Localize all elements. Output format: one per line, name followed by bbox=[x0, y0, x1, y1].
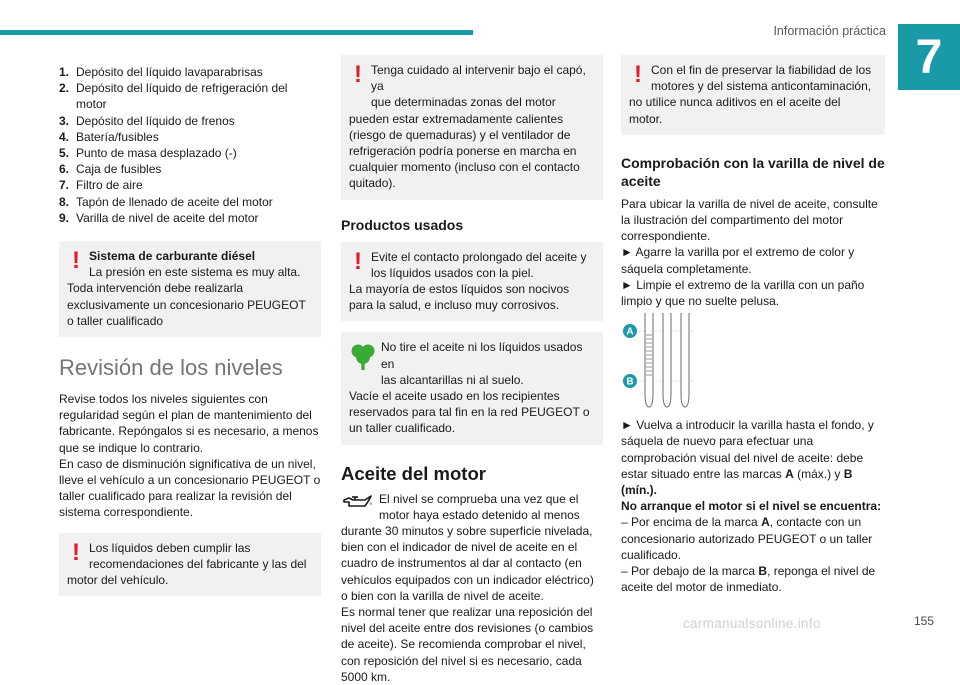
fluids-warning-box: ! Los líquidos deben cumplir las recomendaciones del fabricante y las del motor del vehículo. bbox=[59, 533, 321, 597]
dipstick-step-3: ► Vuelva a introducir la varilla hasta el fondo, y sáquela de nuevo para efectuar una comprobación visual del nivel de aceite: debe estar situado entre las marcas A (máx.) y B (mín.). bbox=[621, 418, 874, 498]
chapter-badge: 7 bbox=[898, 24, 960, 90]
dipstick-illustration bbox=[621, 313, 701, 409]
list-item: 2. Depósito del líquido de refrigeración del motor bbox=[59, 81, 288, 112]
list-item: 9. Varilla de nivel de aceite del motor bbox=[59, 210, 259, 225]
oil-can-icon bbox=[341, 491, 373, 513]
no-start-warning: No arranque el motor si el nivel se encuentra: bbox=[621, 499, 882, 514]
page-number: 155 bbox=[913, 614, 934, 628]
list-item: 8. Tapón de llenado de aceite del motor bbox=[59, 194, 273, 209]
dipstick-heading: Comprobación con la varilla de nivel de aceite bbox=[621, 154, 885, 189]
mark-a-label: A bbox=[626, 326, 634, 338]
used-products-heading: Productos usados bbox=[341, 216, 464, 233]
watermark: carmanualsonline.info bbox=[683, 616, 821, 631]
tree-icon bbox=[350, 342, 376, 370]
environment-note-box: No tire el aceite ni los líquidos usados en las alcantarillas ni al suelo. Vacíe el aceite usado en los recipientes reservados para tal fin en la red PEUGEOT o un taller cualificado. bbox=[341, 332, 603, 444]
levels-heading: Revisión de los niveles bbox=[59, 355, 283, 381]
list-item: 3. Depósito del líquido de frenos bbox=[59, 113, 235, 128]
mark-b-label: B bbox=[626, 376, 634, 388]
diesel-warning-box: ! Sistema de carburante diésel La presión en este sistema es muy alta. Toda intervención debe realizarla exclusivamente un concesionario PEUGEOT o taller cualificado bbox=[59, 241, 321, 337]
dipstick-step-2: ► Limpie el extremo de la varilla con un paño limpio y que no suelte pelusa. bbox=[621, 277, 865, 309]
column-2 bbox=[341, 55, 603, 685]
list-item: 7. Filtro de aire bbox=[59, 178, 143, 193]
warning-icon: ! bbox=[72, 247, 80, 275]
levels-paragraph-1: Revise todos los niveles siguientes con regularidad según el plan de mantenimiento del fabricante. Repóngalos si es necesario, a menos que se indique lo contrario. bbox=[59, 392, 319, 455]
column-3 bbox=[621, 55, 885, 595]
list-item: 5. Punto de masa desplazado (-) bbox=[59, 146, 237, 161]
dipstick-paragraph: Para ubicar la varilla de nivel de aceite, consulte la ilustración del compartimento del motor correspondiente. bbox=[621, 196, 878, 244]
additives-warning-box: ! Con el fin de preservar la fiabilidad de los motores y del sistema anticontaminación, no utilice nunca aditivos en el aceite del motor. bbox=[621, 55, 885, 135]
section-title: Información práctica bbox=[773, 24, 886, 38]
dipstick-step-1: ► Agarre la varilla por el extremo de color y sáquela completamente. bbox=[621, 245, 855, 276]
below-mark-instruction: – Por debajo de la marca B, reponga el nivel de aceite del motor de inmediato. bbox=[621, 564, 876, 595]
warning-icon: ! bbox=[354, 61, 362, 88]
list-item: 4. Batería/fusibles bbox=[59, 129, 159, 144]
motor-oil-heading: Aceite del motor bbox=[341, 462, 486, 484]
list-item: 6. Caja de fusibles bbox=[59, 162, 162, 177]
levels-paragraph-2: En caso de disminución significativa de un nivel, lleve el vehículo a un concesionario PEUGEOT o taller cualificado para realizar la revisión del sistema correspondiente. bbox=[59, 456, 321, 520]
column-1 bbox=[59, 60, 321, 596]
list-item: 1. Depósito del líquido lavaparabrisas bbox=[59, 65, 263, 79]
warning-icon: ! bbox=[72, 538, 80, 566]
engine-parts-list bbox=[59, 64, 321, 226]
above-mark-instruction: – Por encima de la marca A, contacte con un concesionario autorizado PEUGEOT o un taller cualificado. bbox=[621, 515, 873, 562]
motor-oil-text: El nivel se comprueba una vez que el motor haya estado detenido al menos durante 30 minutos y sobre superficie nivelada, bien con el indicador de nivel de aceite en el cuadro de instrumentos al dar al contacto (en vehículos equipados con un indicador eléctrico) o bien con la varilla de nivel de aceite. Es normal tener que realizar una reposición del nivel del aceite entre dos revisiones (o cambios de aceite). Se recomienda comprobar el nivel, con reposición del nivel si es necesario, cada 5000 km. bbox=[341, 491, 594, 684]
warning-icon: ! bbox=[634, 61, 642, 88]
contact-warning-box: ! Evite el contacto prolongado del aceite y los líquidos usados con la piel. La mayoría de estos líquidos son nocivos para la salud, e incluso muy corrosivos. bbox=[341, 242, 603, 322]
header-accent-bar bbox=[0, 30, 473, 35]
hood-warning-box: ! Tenga cuidado al intervenir bajo el capó, ya que determinadas zonas del motor pueden estar extremadamente calientes (riesgo de quemaduras) y el ventilador de refrigeración podría ponerse en marcha en cualquier momento (incluso con el contacto quitado). bbox=[341, 55, 603, 200]
warning-icon: ! bbox=[354, 247, 362, 275]
